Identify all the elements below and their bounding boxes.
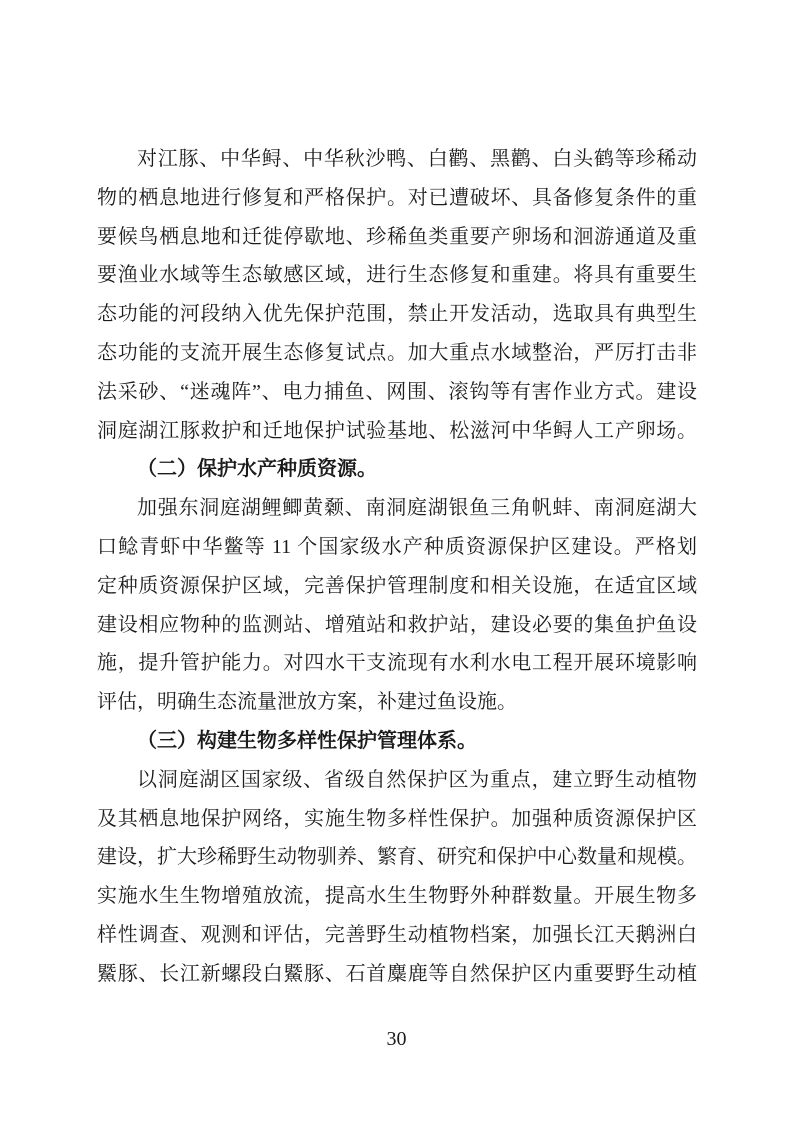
text-line: 以洞庭湖区国家级、省级自然保护区为重点，建立野生动植物 <box>137 768 697 791</box>
text-line: 态功能的河段纳入优先保护范围，禁止开发活动，选取具有典型生 <box>97 303 697 326</box>
text-line: 法采砂、“迷魂阵”、电力捕鱼、网围、滚钩等有害作业方式。建设 <box>97 380 697 403</box>
text-line: 物的栖息地进行修复和严格保护。对已遭破坏、具备修复条件的重 <box>97 186 697 209</box>
text-line: 建设，扩大珍稀野生动物驯养、繁育、研究和保护中心数量和规模。 <box>97 846 697 869</box>
text-line: 态功能的支流开展生态修复试点。加大重点水域整治，严厉打击非 <box>97 341 697 364</box>
text-line: 要候鸟栖息地和迁徙停歇地、珍稀鱼类重要产卵场和洄游通道及重 <box>97 225 697 248</box>
text-line: 及其栖息地保护网络，实施生物多样性保护。加强种质资源保护区 <box>97 807 697 830</box>
page-number: 30 <box>386 1028 407 1050</box>
document-body <box>97 140 697 994</box>
section-heading <box>97 722 697 761</box>
text-line: 定种质资源保护区域，完善保护管理制度和相关设施，在适宜区域 <box>97 574 697 597</box>
text-line: 样性调查、观测和评估，完善野生动植物档案，加强长江天鹅洲白 <box>97 923 697 946</box>
text-line: 要渔业水域等生态敏感区域，进行生态修复和重建。将具有重要生 <box>97 264 697 287</box>
text-line: 口鲶青虾中华鳖等 11 个国家级水产种质资源保护区建设。严格划 <box>97 535 697 558</box>
text-line: （三）构建生物多样性保护管理体系。 <box>137 729 477 752</box>
text-line: 评估，明确生态流量泄放方案，补建过鱼设施。 <box>97 691 517 714</box>
text-line: 加强东洞庭湖鲤鲫黄颡、南洞庭湖银鱼三角帆蚌、南洞庭湖大 <box>137 497 697 520</box>
body-paragraph <box>97 140 697 450</box>
text-line: 施，提升管护能力。对四水干支流现有水利水电工程开展环境影响 <box>97 652 697 675</box>
text-line: 实施水生生物增殖放流，提高水生生物野外种群数量。开展生物多 <box>97 885 697 908</box>
text-line: 建设相应物种的监测站、增殖站和救护站，建设必要的集鱼护鱼设 <box>97 613 697 636</box>
text-line: （二）保护水产种质资源。 <box>137 458 377 481</box>
body-paragraph <box>97 489 697 722</box>
text-line: 洞庭湖江豚救护和迁地保护试验基地、松滋河中华鲟人工产卵场。 <box>97 419 697 442</box>
body-paragraph <box>97 761 697 994</box>
text-line: 对江豚、中华鲟、中华秋沙鸭、白鹳、黑鹳、白头鹤等珍稀动 <box>137 148 697 170</box>
section-heading <box>97 450 697 489</box>
text-line: 鱀豚、长江新螺段白鱀豚、石首麋鹿等自然保护区内重要野生动植 <box>97 962 697 985</box>
